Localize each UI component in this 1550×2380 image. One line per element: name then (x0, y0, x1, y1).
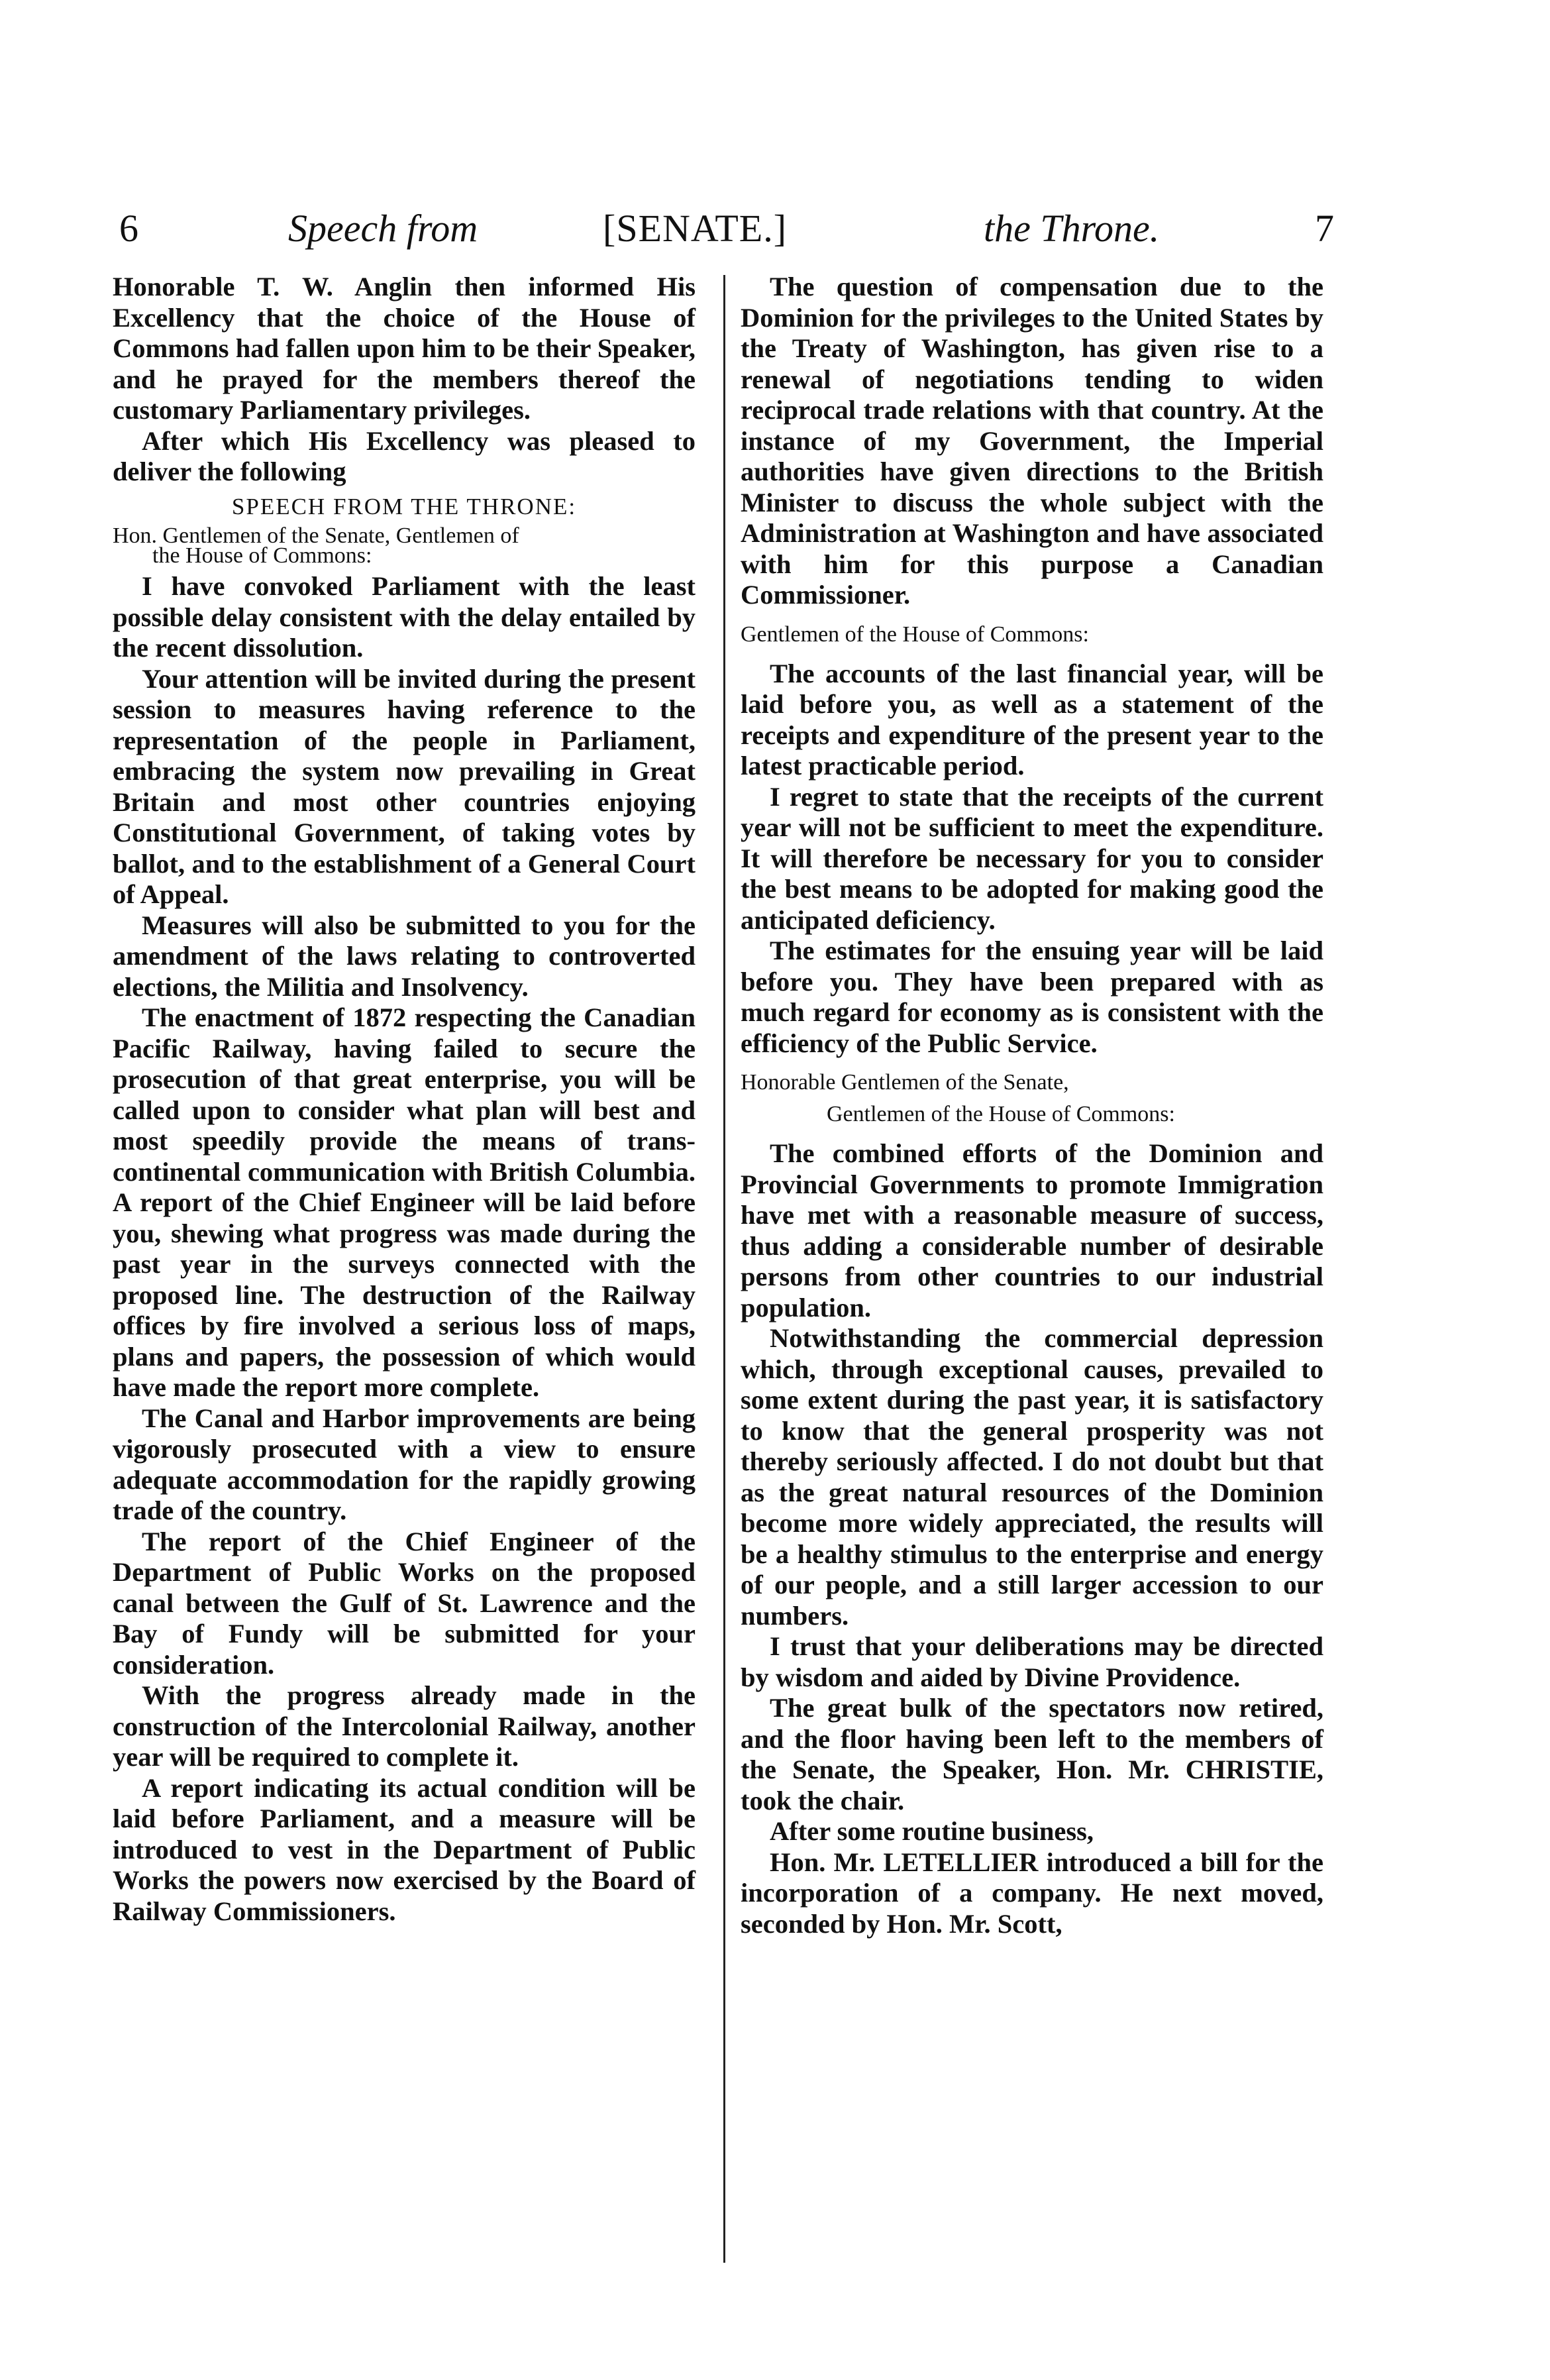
paragraph: After some routine business, (770, 1816, 1094, 1846)
left-page-number: 6 (119, 207, 138, 250)
subheading: Honorable Gentlemen of the Senate, (741, 1070, 1069, 1095)
paragraph: A report indicating its actual condition will be laid before Parliament, and a measure will be introduced to vest in the Department of Public Works the powers now exercised by the Board of Railway Commissioners. (113, 1772, 696, 1926)
paragraph: The estimates for the ensuing year will be laid before you. They have been prepared with as much regard for economy as is consistent with the efficiency of the Public Service. (741, 936, 1323, 1058)
paragraph: The Canal and Harbor improvements are being vigorously prosecuted with a view to ensure adequate accommodation for the rapidly growing trade of the country. (113, 1403, 696, 1525)
right-running-title: the Throne. (984, 207, 1160, 250)
paragraph: I regret to state that the receipts of the current year will not be sufficient to meet the expenditure. It will therefore be necessary for you to consider the best means to be adopted for making good the anticipated deficiency. (741, 781, 1323, 935)
paragraph: The combined efforts of the Dominion and Provincial Governments to promote Immigration have met with a reasonable measure of success, thus adding a considerable number of desirable persons from other countries to our industrial population. (741, 1138, 1323, 1323)
paragraph: The great bulk of the spectators now retired, and the floor having been left to the members of the Senate, the Speaker, Hon. Mr. CHRISTIE, took the chair. (741, 1693, 1323, 1815)
left-column (113, 272, 696, 1927)
column-divider (723, 275, 725, 2263)
paragraph: After which His Excellency was pleased to deliver the following (113, 425, 696, 486)
paragraph: The report of the Chief Engineer of the Department of Public Works on the proposed canal between the Gulf of St. Lawrence and the Bay of Fundy will be submitted for your consideration. (113, 1526, 696, 1680)
paragraph: With the progress already made in the construction of the Intercolonial Railway, another year will be required to complete it. (113, 1680, 696, 1772)
paragraph: Honorable T. W. Anglin then informed His Excellency that the choice of the House of Commons had fallen upon him to be their Speaker, and he prayed for the members thereof the customary Parliamentary privileges. (113, 272, 696, 425)
paragraph: I have convoked Parliament with the least possible delay consistent with the delay entailed by the recent dissolution. (113, 571, 696, 663)
paragraph: The question of compensation due to the Dominion for the privileges to the United States by the Treaty of Washington, has given rise to a renewal of negotiations tending to widen reciprocal trade relations with that country. At the instance of my Government, the Imperial authorities have given directions to the British Minister to discuss the whole subject with the Administration at Washington and have associated with him for this purpose a Canadian Commissioner. (741, 272, 1323, 610)
address-line-1: Hon. Gentlemen of the Senate, Gentlemen of (113, 523, 519, 548)
right-column (741, 272, 1323, 1939)
paragraph: Hon. Mr. LETELLIER introduced a bill for the incorporation of a company. He next moved, seconded by Hon. Mr. Scott, (741, 1847, 1323, 1939)
running-header (113, 199, 1358, 258)
chamber-title: [SENATE.] (603, 207, 788, 250)
address-line (113, 523, 696, 568)
right-page-number: 7 (1315, 207, 1334, 250)
paragraph: Your attention will be invited during the present session to measures having reference to the representation of the people in Parliament, embracing the system now prevailing in Great Britain and most other countries enjoying Constitutional Government, of taking votes by ballot, and to the establishment of a General Court of Appeal. (113, 663, 696, 909)
subheading: Gentlemen of the House of Commons: (741, 622, 1089, 647)
paragraph: Notwithstanding the commercial depression which, through exceptional causes, prevailed to some extent during the past year, it is satisfactory to know that the general prosperity was not thereby seriously affected. I do not doubt but that as the great natural resources of the Dominion become more widely appreciated, the results will be a healthy stimulus to the enterprise and energy of our people, and a still larger accession to our numbers. (741, 1323, 1323, 1631)
left-running-title: Speech from (288, 207, 478, 250)
subheading: Gentlemen of the House of Commons: (827, 1102, 1175, 1126)
paragraph: I trust that your deliberations may be directed by wisdom and aided by Divine Providence. (741, 1631, 1323, 1692)
address-line-2: the House of Commons: (152, 543, 372, 568)
speech-heading: SPEECH FROM THE THRONE: (231, 493, 577, 519)
paragraph: The accounts of the last financial year, will be laid before you, as well as a statement of the receipts and expenditure of the present year to the latest practicable period. (741, 658, 1323, 781)
paragraph: The enactment of 1872 respecting the Canadian Pacific Railway, having failed to secure the prosecution of that great enterprise, you will be called upon to consider what plan will best and most speedily provide the means of trans-continental communication with British Columbia. A report of the Chief Engineer will be laid before you, shewing what progress was made during the past year in the surveys connected with the proposed line. The destruction of the Railway offices by fire involved a serious loss of maps, plans and papers, the possession of which would have made the report more complete. (113, 1002, 696, 1402)
paragraph: Measures will also be submitted to you for the amendment of the laws relating to controverted elections, the Militia and Insolvency. (113, 910, 696, 1002)
